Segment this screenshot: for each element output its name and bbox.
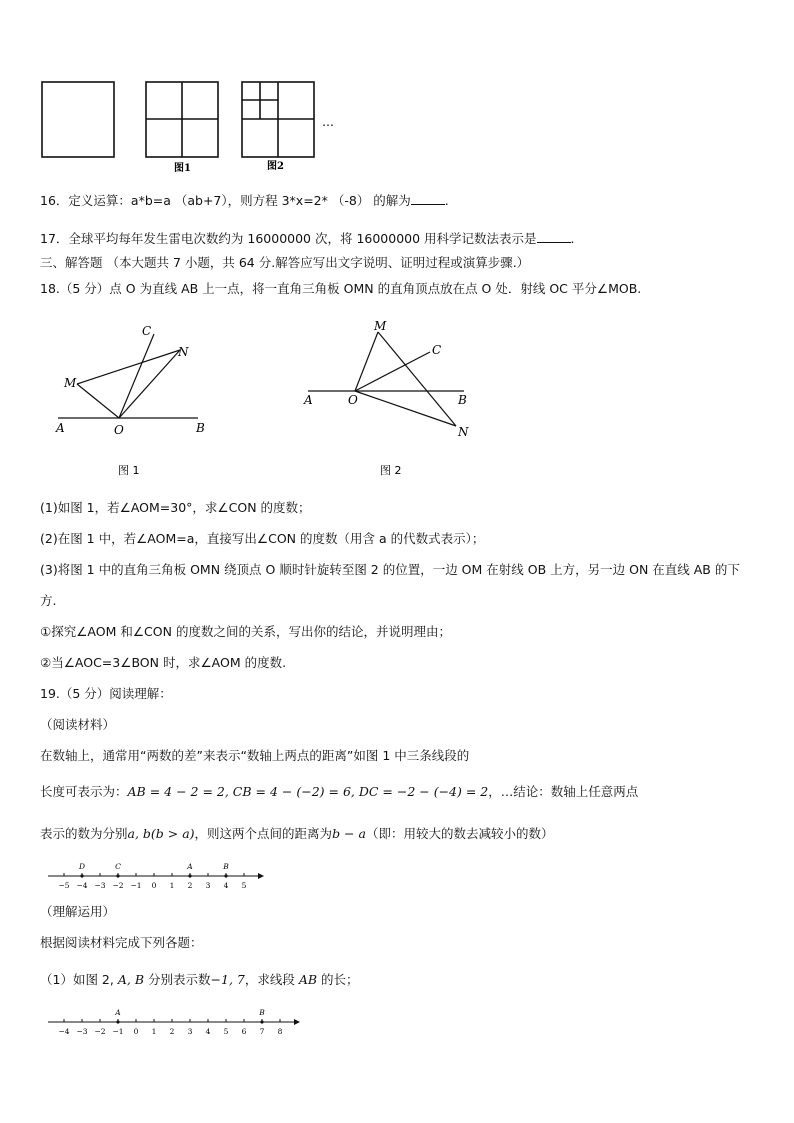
q18-part-1: (1)如图 1，若∠AOM=30°，求∠CON 的度数； — [40, 500, 311, 515]
number-line-1-point-label: C — [115, 862, 121, 871]
label-n: N — [458, 425, 469, 439]
number-line-1-point — [80, 874, 83, 877]
distance-formula: AB = 4 − 2 = 2, CB = 4 − (−2) = 6, DC = −2 − (−4) = 2 — [127, 784, 489, 799]
square-pattern-figure — [36, 76, 356, 176]
q19-material-line-3: 表示的数为分别a, b(b > a)，则这两个点间的距离为b − a（即：用较大的数去减较小的数） — [40, 826, 554, 841]
figure-2-caption: 图 2 — [380, 464, 402, 477]
question-16: 16．定义运算：a*b=a （ab+7），则方程 3*x=2* （-8） 的解为 . — [40, 193, 449, 208]
q19-apply-title: （理解运用） — [40, 904, 116, 919]
ray-oc — [355, 352, 430, 391]
answer-blank-17 — [537, 230, 571, 243]
q19-material-line-1: 在数轴上，通常用“两数的差”来表示“数轴上两点的距离”如图 1 中三条线段的 — [40, 748, 470, 763]
number-line-1-point-label: D — [78, 862, 86, 871]
section-3-heading: 三、解答题 （本大题共 7 小题，共 64 分.解答应写出文字说明、证明过程或演算步骤.） — [40, 255, 530, 270]
ray-om — [77, 384, 119, 418]
number-line-1-tick-label: 2 — [187, 881, 193, 890]
number-line-2-point — [116, 1020, 119, 1023]
number-line-2-point-label: A — [115, 1008, 121, 1017]
number-line-2-tick-label: 8 — [277, 1027, 283, 1036]
number-line-1-tick-label: 5 — [241, 881, 247, 890]
q18-part-2: (2)在图 1 中，若∠AOM=a，直接写出∠CON 的度数（用含 a 的代数式表示）； — [40, 531, 485, 546]
label-a: A — [56, 421, 65, 435]
label-o: O — [348, 393, 358, 407]
answer-blank-16 — [411, 192, 445, 205]
number-line-2-tick-label: 6 — [241, 1027, 247, 1036]
number-line-2-tick-label: −4 — [58, 1027, 70, 1036]
question-18-stem: 18.（5 分）点 O 为直线 AB 上一点，将一直角三角板 OMN 的直角顶点放在点 O 处．射线 OC 平分∠MOB. — [40, 281, 642, 296]
number-line-2-tick-label: 1 — [151, 1027, 157, 1036]
number-line-2-tick-label: 7 — [259, 1027, 265, 1036]
number-line-2-tick-label: 0 — [133, 1027, 139, 1036]
label-b: B — [458, 393, 467, 407]
label-c: C — [432, 343, 442, 357]
figure-1-caption: 图 1 — [118, 464, 140, 477]
q18-part-3c2: ②当∠AOC=3∠BON 时，求∠AOM 的度数. — [40, 655, 287, 670]
number-line-1-tick-label: 1 — [169, 881, 175, 890]
number-line-1-tick-label: 3 — [205, 881, 211, 890]
number-line-1-tick-label: 4 — [223, 881, 229, 890]
square-caption-2: 图2 — [267, 161, 284, 172]
number-line-1-point-label: A — [187, 862, 193, 871]
number-line-2-tick-label: 5 — [223, 1027, 229, 1036]
label-m: M — [64, 376, 77, 390]
number-line-1-tick-label: −1 — [130, 881, 142, 890]
number-line-1-tick-label: −5 — [58, 881, 70, 890]
q18-figure-2 — [300, 318, 480, 480]
ray-om — [355, 332, 378, 391]
number-line-1-tick-label: −3 — [94, 881, 106, 890]
number-line-1-tick-label: −4 — [76, 881, 88, 890]
number-line-2-point-label: B — [259, 1008, 265, 1017]
q19-apply-intro: 根据阅读材料完成下列各题： — [40, 935, 203, 950]
number-line-1-point — [224, 874, 227, 877]
label-c: C — [142, 324, 152, 338]
label-n: N — [178, 345, 189, 359]
question-19-stem: 19.（5 分）阅读理解： — [40, 686, 172, 701]
question-17: 17．全球平均每年发生雷电次数约为 16000000 次，将 16000000 用科学记数法表示是 . — [40, 231, 575, 246]
number-line-2-tick-label: −3 — [76, 1027, 88, 1036]
q19-material-title: （阅读材料） — [40, 717, 116, 732]
ray-oc — [119, 334, 154, 418]
q19-apply-part-1: （1）如图 2, A, B 分别表示数−1, 7，求线段 AB 的长； — [40, 972, 359, 987]
label-m: M — [374, 319, 387, 333]
number-line-2-tick-label: 3 — [187, 1027, 193, 1036]
number-line-2 — [44, 1002, 314, 1038]
q18-part-3c1: ①探究∠AOM 和∠CON 的度数之间的关系，写出你的结论，并说明理由； — [40, 624, 451, 639]
q18-part-3b: 方. — [40, 593, 57, 608]
label-a: A — [304, 393, 313, 407]
number-line-1-point — [188, 874, 191, 877]
number-line-1-point-label: B — [223, 862, 229, 871]
number-line-2-point — [260, 1020, 263, 1023]
label-b: B — [196, 421, 205, 435]
number-line-1 — [44, 856, 274, 892]
number-line-2-tick-label: −2 — [94, 1027, 106, 1036]
q18-figure-1 — [52, 320, 222, 480]
number-line-2-tick-label: 4 — [205, 1027, 211, 1036]
number-line-1-point — [116, 874, 119, 877]
number-line-2-tick-label: −1 — [112, 1027, 124, 1036]
label-o: O — [114, 423, 124, 437]
square-ellipsis: … — [322, 115, 334, 129]
number-line-1-tick-label: −2 — [112, 881, 124, 890]
q18-part-3a: (3)将图 1 中的直角三角板 OMN 绕顶点 O 顺时针旋转至图 2 的位置，一边 OM 在射线 OB 上方，另一边 ON 在直线 AB 的下 — [40, 562, 740, 577]
square-0 — [42, 82, 114, 157]
number-line-2-tick-label: 2 — [169, 1027, 175, 1036]
number-line-1-tick-label: 0 — [151, 881, 157, 890]
square-caption-1: 图1 — [174, 163, 191, 174]
q19-material-line-2: 长度可表示为：AB = 4 − 2 = 2, CB = 4 − (−2) = 6, DC = −2 − (−4) = 2，…结论：数轴上任意两点 — [40, 784, 639, 799]
